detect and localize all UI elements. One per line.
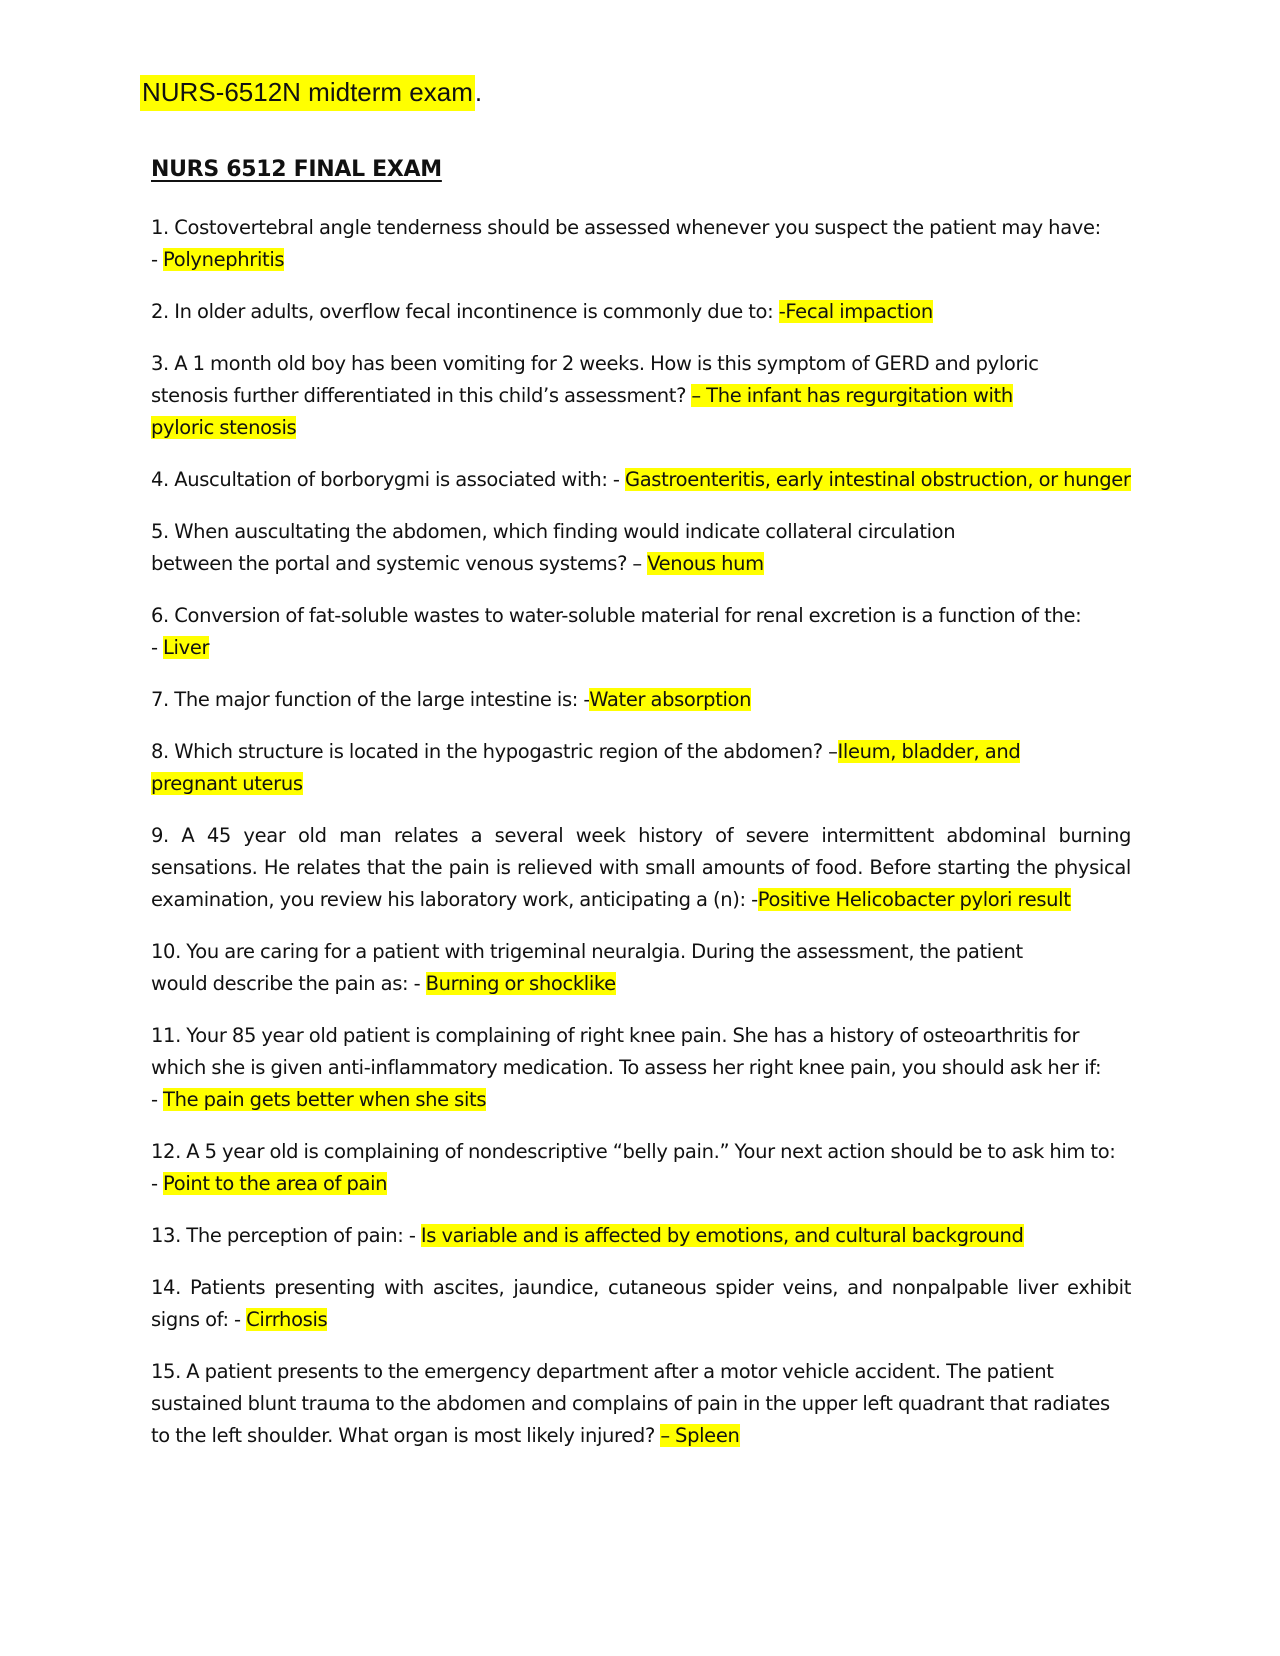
question-list — [151, 212, 1131, 1472]
document-title-highlight: NURS-6512N midterm exam — [140, 75, 475, 111]
answer-prefix: - — [151, 1172, 164, 1195]
question-text: 12. A 5 year old is complaining of nondescriptive “belly pain.” Your next action should be to ask him to: — [151, 1140, 1116, 1163]
question-item — [151, 212, 1131, 276]
answer-highlight: Cirrhosis — [246, 1308, 328, 1331]
question-text: 15. A patient presents to the emergency department after a motor vehicle accident. The patient sustained blunt trauma to the abdomen and complains of pain in the upper left quadrant that radiates to the left shoulder. What organ is most likely injured? — [151, 1360, 1110, 1447]
question-item — [151, 1356, 1121, 1452]
question-item — [151, 1136, 1131, 1200]
question-item — [151, 600, 1131, 664]
answer-prefix: - — [151, 1088, 164, 1111]
question-text: 9. A 45 year old man relates a several week history of severe intermittent abdominal burning sensations. He relates that the pain is relieved with small amounts of food. Before starting the physical examination, you review his laboratory work, anticipating a (n): - — [151, 824, 1131, 911]
document-title-suffix: . — [474, 77, 483, 107]
answer-highlight: Burning or shocklike — [425, 972, 616, 995]
question-text: 6. Conversion of fat-soluble wastes to water-soluble material for renal excretion is a function of the: — [151, 604, 1082, 627]
answer-highlight: – Spleen — [660, 1424, 740, 1447]
question-text: 4. Auscultation of borborygmi is associated with: - — [151, 468, 625, 491]
answer-highlight: Is variable and is affected by emotions, and cultural background — [420, 1224, 1024, 1247]
question-item — [151, 464, 1131, 496]
answer-highlight: Gastroenteritis, early intestinal obstruction, or hunger — [624, 468, 1131, 491]
answer-highlight: Point to the area of pain — [163, 1172, 388, 1195]
question-item — [151, 1272, 1131, 1336]
answer-highlight: Venous hum — [647, 552, 764, 575]
question-item — [151, 684, 1131, 716]
question-item — [151, 736, 1051, 800]
question-item — [151, 936, 1031, 1000]
exam-heading: NURS 6512 FINAL EXAM — [151, 157, 442, 182]
answer-highlight: Water absorption — [589, 688, 752, 711]
answer-highlight: Liver — [163, 636, 210, 659]
document-title — [140, 72, 482, 112]
question-text: 5. When auscultating the abdomen, which finding would indicate collateral circulation between the portal and systemic venous systems? – — [151, 520, 956, 575]
answer-highlight: Polynephritis — [163, 248, 285, 271]
question-text: 14. Patients presenting with ascites, jaundice, cutaneous spider veins, and nonpalpable liver exhibit signs of: - — [151, 1276, 1131, 1331]
answer-highlight: Ileum, bladder, and pregnant uterus — [151, 740, 1021, 795]
question-text: 7. The major function of the large intestine is: - — [151, 688, 590, 711]
answer-prefix: - — [151, 636, 164, 659]
question-text: 11. Your 85 year old patient is complaining of right knee pain. She has a history of osteoarthritis for which she is given anti-inflammatory medication. To assess her right knee pain, you should ask her if: — [151, 1024, 1102, 1079]
answer-highlight: – The infant has regurgitation with pyloric stenosis — [151, 384, 1013, 439]
question-text: 8. Which structure is located in the hypogastric region of the abdomen? – — [151, 740, 838, 763]
answer-highlight: -Fecal impaction — [778, 300, 933, 323]
question-item — [151, 516, 1031, 580]
question-text: 3. A 1 month old boy has been vomiting for 2 weeks. How is this symptom of GERD and pyloric stenosis further differentiated in this child’s assessment? — [151, 352, 1039, 407]
question-text: 10. You are caring for a patient with trigeminal neuralgia. During the assessment, the patient would describe the pain as: - — [151, 940, 1023, 995]
question-item — [151, 348, 1051, 444]
question-text: 2. In older adults, overflow fecal incontinence is commonly due to: — [151, 300, 779, 323]
answer-highlight: Positive Helicobacter pylori result — [757, 888, 1071, 911]
question-item — [151, 1020, 1131, 1116]
question-item — [151, 1220, 1131, 1252]
question-text: 1. Costovertebral angle tenderness should be assessed whenever you suspect the patient may have: — [151, 216, 1101, 239]
answer-highlight: The pain gets better when she sits — [163, 1088, 487, 1111]
answer-prefix: - — [151, 248, 164, 271]
question-item — [151, 296, 1131, 328]
question-item — [151, 820, 1131, 916]
question-text: 13. The perception of pain: - — [151, 1224, 421, 1247]
